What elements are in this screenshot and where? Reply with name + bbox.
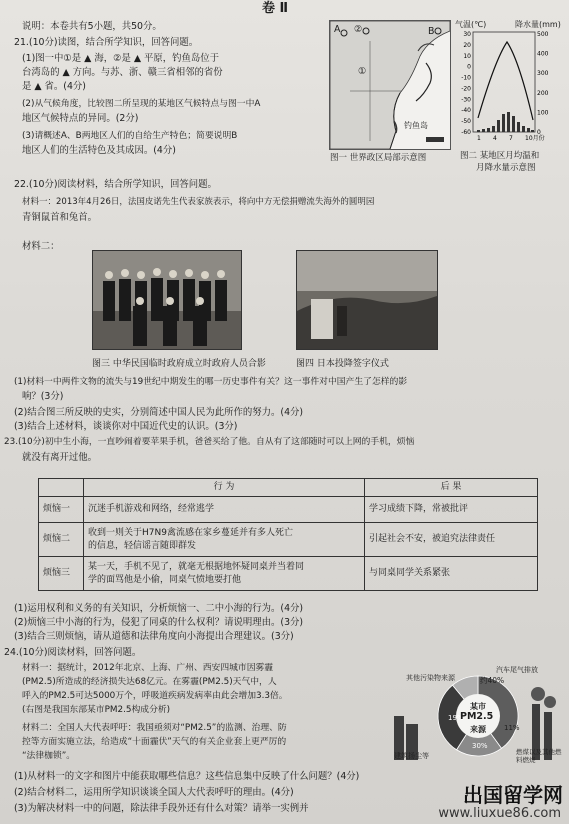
- pie-center-l2: PM2.5: [460, 711, 494, 722]
- pie-label-br: 燃煤以及其他燃料燃烧: [516, 748, 562, 764]
- table-header: 后 果: [365, 479, 538, 497]
- q24-m1: (PM2.5)所造成的经济损失达68亿元。在雾霾(PM2.5)天气中，人: [22, 677, 277, 687]
- temp-tick-label: -40: [461, 107, 471, 115]
- q23-intro-2: 就没有离开过他。: [22, 452, 98, 463]
- table-cell-line: 某一天，手机不见了，就毫无根据地怀疑同桌并当着同: [88, 561, 305, 572]
- group-photo-drawing: [93, 251, 241, 349]
- q22-material-1b: 青铜鼠首和兔首。: [22, 212, 98, 223]
- table-header-row: [39, 479, 538, 497]
- temp-tick-label: -20: [461, 85, 471, 93]
- table-cell-line: 收到一则关于H7N9禽流感在家乡蔓延并有多人死亡: [88, 527, 293, 538]
- precip-tick-label: 200: [537, 89, 549, 97]
- table-cell: 烦恼一: [39, 497, 84, 523]
- q24-q2: (2)结合材料二，运用所学知识谈谈全国人大代表呼吁的理由。(4分): [14, 787, 294, 798]
- month-tick-label: 1: [477, 135, 481, 142]
- month-tick-label: 7: [509, 135, 513, 142]
- figure-3-caption: 图三 中华民国临时政府成立时政府人员合影: [92, 359, 266, 369]
- pie-pct-bottom: 30%: [472, 742, 488, 750]
- pie-pct-top: 约40%: [480, 676, 505, 685]
- temp-tick-label: 0: [467, 63, 471, 71]
- table-row: [39, 497, 538, 523]
- map-label-diaoyu: 钓鱼岛: [404, 121, 428, 130]
- q21-line: 台湾岛的 ▲ 方向。与苏、浙、赣三省相邻的省份: [22, 67, 223, 78]
- temp-tick-label: 20: [463, 41, 471, 49]
- pie-label-left: 其他污染物来源: [406, 674, 455, 682]
- figure-1-caption: 图一 世界政区局部示意图: [330, 153, 427, 163]
- temp-tick-label: 10: [463, 52, 471, 60]
- q21-line: (1)图一中①是 ▲ 海，②是 ▲ 平原，钓鱼岛位于: [22, 53, 220, 64]
- figure-4-photo: [296, 250, 438, 350]
- table-row: [39, 523, 538, 557]
- table-cell: 烦恼三: [39, 557, 84, 591]
- q23-q2: (2)烦恼三中小海的行为，侵犯了同桌的什么权利？请说明理由。(3分): [14, 617, 304, 628]
- q24-m1: (右图是我国东部某市PM2.5构成分析): [22, 705, 171, 715]
- section-title: 卷 Ⅱ: [262, 1, 289, 16]
- temp-tick-label: -60: [461, 129, 471, 136]
- pie-pct-left: 19%: [448, 714, 464, 722]
- temp-tick-label: -10: [461, 74, 471, 82]
- table-cell: [84, 557, 365, 591]
- precip-tick-label: 100: [537, 109, 549, 117]
- precip-tick-label: 0: [537, 129, 541, 136]
- precip-unit-label: 降水量(mm): [515, 20, 561, 29]
- map-label-2: ②: [354, 24, 363, 35]
- q24-m2: 控等方面实施立法，给造成“十面霾伏”天气的有关企业套上更严厉的: [22, 737, 287, 747]
- pie-center-l3: 来源: [470, 725, 486, 734]
- q24-m2: “法律枷锁”。: [22, 751, 76, 761]
- table-cell: 烦恼二: [39, 523, 84, 557]
- figure-3-photo: [92, 250, 242, 350]
- month-tick-label: 10月份: [525, 135, 545, 142]
- figure-4-caption: 图四 日本投降签字仪式: [296, 359, 389, 369]
- q22-q1b: 响？(3分): [22, 391, 64, 402]
- q22-title: 22.(10分)阅读材料，结合所学知识，回答问题。: [14, 179, 217, 190]
- q22-q1: (1)材料一中两件文物的流失与19世纪中期发生的哪一历史事件有关？这一事件对中国产生了怎样的影: [14, 377, 408, 387]
- map-label-1: ①: [358, 66, 367, 77]
- q24-m1: 呼入的PM2.5可达5000万个，呼吸道疾病发病率由此会增加3.3倍。: [22, 691, 288, 701]
- q21-line: (2)从气候角度，比较图二所呈现的某地区气候特点与图一中A: [22, 99, 261, 109]
- pm25-figure: [392, 664, 564, 764]
- precip-tick-label: 300: [537, 70, 549, 78]
- watermark-url: www.liuxue86.com: [438, 806, 561, 821]
- q23-q3: (3)结合三则烦恼，请从道德和法律角度向小海提出合理建议。(3分): [14, 631, 294, 642]
- table-cell: 与同桌同学关系紧张: [365, 557, 538, 591]
- q21-title: 21.(10分)读图，结合所学知识，回答问题。: [14, 37, 199, 48]
- map-drawing: [330, 21, 450, 149]
- q23-table: [38, 478, 538, 591]
- watermark-title: 出国留学网: [463, 783, 563, 807]
- pie-label-bl: 建筑扬尘等: [394, 752, 429, 760]
- table-cell: 学习成绩下降，常被批评: [365, 497, 538, 523]
- map-label-b: B: [428, 26, 435, 37]
- temp-tick-label: 30: [463, 31, 471, 38]
- climate-svg: [455, 20, 563, 148]
- temp-tick-label: -50: [461, 118, 471, 126]
- q21-line: 地区人们的生活特色及其成因。(4分): [22, 145, 176, 156]
- q24-title: 24.(10分)阅读材料，回答问题。: [4, 647, 142, 658]
- precip-tick-label: 400: [537, 50, 549, 58]
- table-cell: 引起社会不安，被追究法律责任: [365, 523, 538, 557]
- q24-m1: 材料一：据统计，2012年北京、上海、广州、西安四城市因雾霾: [22, 663, 274, 673]
- surrender-photo-drawing: [297, 251, 437, 349]
- q22-material-2: 材料二：: [22, 241, 60, 252]
- q24-q3: (3)为解决材料一中的问题，除法律手段外还有什么对策？请举一实例并: [14, 803, 309, 814]
- table-header: [39, 479, 84, 497]
- q22-q3: (3)结合上述材料，谈谈你对中国近代史的认识。(3分): [14, 421, 238, 432]
- pie-pct-right: 11%: [504, 724, 520, 732]
- table-cell-line: 学的面骂他是小偷，同桌气愤地要打他: [88, 574, 242, 585]
- table-header: 行 为: [84, 479, 365, 497]
- precip-tick-label: 500: [537, 31, 549, 38]
- table-cell-line: 的信息，轻信谣言随即群发: [88, 540, 197, 551]
- figure-2-climate-chart: [455, 20, 563, 148]
- map-label-a: A: [334, 24, 341, 35]
- figure-2-caption-2: 月降水量示意图: [476, 163, 536, 173]
- month-tick-label: 4: [493, 135, 497, 142]
- q24-q1: (1)从材料一的文字和图片中能获取哪些信息？这些信息集中反映了什么问题？(4分): [14, 771, 360, 782]
- q21-line: (3)请概述A、B两地区人们的自给生产特色；简要说明B: [22, 131, 238, 141]
- q23-intro: 23.(10分)初中生小海，一直吵闹着要苹果手机，爸爸买给了他。自从有了这部随时可以上网的手机，烦恼: [4, 437, 415, 447]
- table-row: [39, 557, 538, 591]
- temp-tick-label: -30: [461, 96, 471, 104]
- figure-1-map: [329, 20, 451, 150]
- q22-material-1: 材料一：2013年4月26日，法国皮诺先生代表家族表示，将向中方无偿捐赠流失海外的圆明园: [22, 197, 375, 207]
- pie-center-l1: 某市: [470, 702, 486, 711]
- pie-label-top: 汽车尾气排放: [496, 666, 538, 674]
- temp-unit-label: 气温(℃): [455, 20, 487, 29]
- q21-line: 是 ▲ 省。(4分): [22, 81, 86, 92]
- q22-q2: (2)结合图三所反映的史实，分别简述中国人民为此所作的努力。(4分): [14, 407, 304, 418]
- q23-q1: (1)运用权利和义务的有关知识，分析烦恼一、二中小海的行为。(4分): [14, 603, 304, 614]
- intro-note: 说明：本卷共有5小题，共50分。: [22, 21, 162, 32]
- table-cell: [84, 523, 365, 557]
- q24-m2: 材料二：全国人大代表呼吁：我国亟须对“PM2.5”的监测、治理、防: [22, 723, 287, 733]
- table-cell: 沉迷手机游戏和网络，经常逃学: [84, 497, 365, 523]
- figure-2-caption: 图二 某地区月均温和: [460, 151, 540, 161]
- q21-line: 地区气候特点的异同。(2分): [22, 113, 139, 124]
